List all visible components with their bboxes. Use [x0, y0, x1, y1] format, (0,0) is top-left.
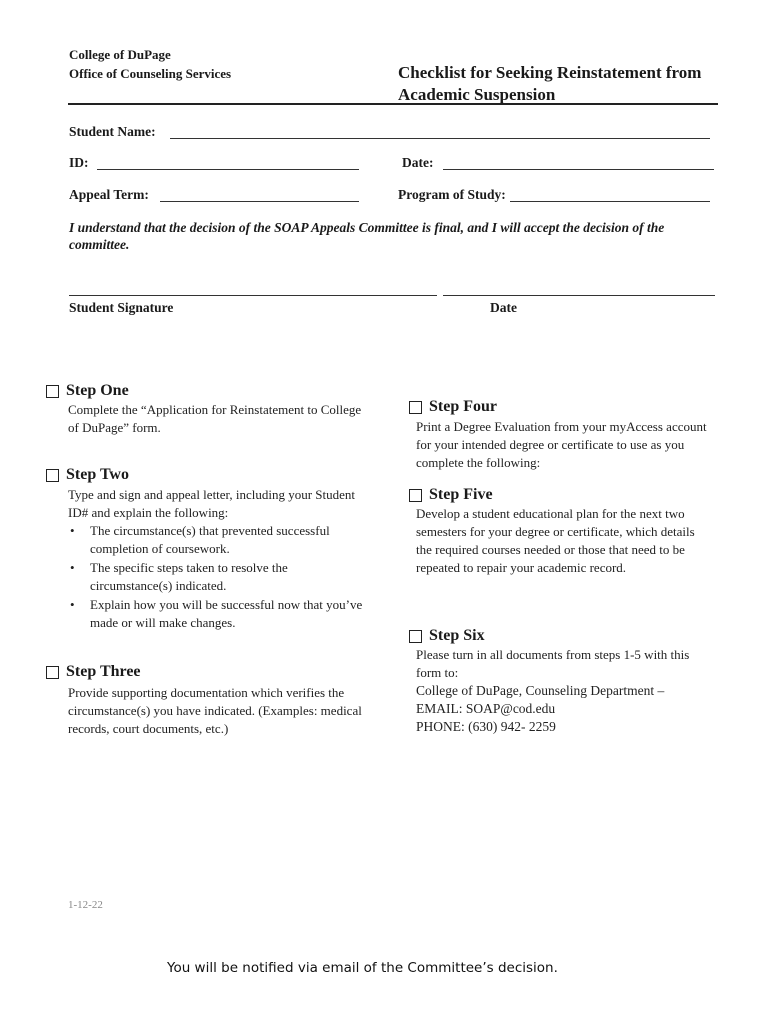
step-six-phone: PHONE: (630) 942- 2259 — [416, 719, 556, 734]
step-three-body: Provide supporting documentation which verifies the circumstance(s) you have indicated. (Examples: medical records, court documents, etc.) — [68, 685, 362, 736]
student-name-field[interactable] — [170, 138, 710, 139]
step-four-title: Step Four — [429, 398, 497, 415]
step-two-bullets — [68, 522, 368, 632]
step-six-checkbox[interactable] — [409, 630, 422, 643]
student-signature-line[interactable] — [69, 295, 437, 296]
title-line-1: Checklist for Seeking Reinstatement from — [398, 63, 702, 82]
step-two-title: Step Two — [66, 466, 129, 483]
step-one-title: Step One — [66, 382, 129, 399]
appeal-term-field[interactable] — [160, 201, 359, 202]
step-six-intro: Please turn in all documents from steps 1-5 with this form to: — [416, 647, 690, 680]
step-two-checkbox[interactable] — [46, 469, 59, 482]
header-rule — [68, 103, 718, 105]
step-three-title: Step Three — [66, 663, 141, 680]
step-five-body: Develop a student educational plan for the next two semesters for your degree or certificate, which details the required courses needed or those that need to be repeated to repair your academic record. — [416, 506, 695, 575]
step-six-content — [416, 646, 711, 736]
list-item: • The specific steps taken to resolve the circumstance(s) indicated. — [90, 559, 368, 595]
step-six-department: College of DuPage, Counseling Department – — [416, 683, 665, 698]
office-name: Office of Counseling Services — [69, 66, 232, 81]
student-signature-label: Student Signature — [69, 300, 174, 315]
signature-date-label: Date — [490, 300, 517, 315]
step-one-heading — [46, 382, 129, 400]
step-five-title: Step Five — [429, 486, 493, 503]
date-field[interactable] — [443, 169, 714, 170]
list-item: • The circumstance(s) that prevented successful completion of coursework. — [90, 522, 368, 558]
step-four-heading — [409, 398, 497, 416]
step-one-body: Complete the “Application for Reinstatement to College of DuPage” form. — [68, 402, 362, 435]
notification-notice: You will be notified via email of the Committee’s decision. — [167, 960, 558, 976]
step-two-body: Type and sign and appeal letter, including your Student ID# and explain the following: — [68, 487, 356, 520]
student-name-label: Student Name: — [69, 124, 156, 139]
step-six-email: EMAIL: SOAP@cod.edu — [416, 701, 556, 716]
step-three-checkbox[interactable] — [46, 666, 59, 679]
program-label: Program of Study: — [398, 187, 506, 202]
step-five-checkbox[interactable] — [409, 489, 422, 502]
step-two-heading — [46, 466, 129, 484]
step-two-content — [68, 486, 368, 633]
step-four-body: Print a Degree Evaluation from your myAccess account for your intended degree or certificate to use as you complete the following: — [416, 419, 707, 470]
revision-code: 1-12-22 — [68, 899, 103, 911]
title-line-2: Academic Suspension — [398, 85, 556, 104]
step-three-heading — [46, 663, 141, 681]
step-six-heading — [409, 627, 485, 645]
page-title — [398, 62, 701, 106]
step-five-heading — [409, 486, 493, 504]
list-item: • Explain how you will be successful now that you’ve made or will make changes. — [90, 596, 368, 632]
step-one-checkbox[interactable] — [46, 385, 59, 398]
id-label: ID: — [69, 155, 89, 170]
acceptance-statement: I understand that the decision of the SOAP Appeals Committee is final, and I will accept the decision of the committee. — [69, 220, 665, 252]
program-field[interactable] — [510, 201, 710, 202]
id-field[interactable] — [97, 169, 359, 170]
appeal-term-label: Appeal Term: — [69, 187, 149, 202]
step-six-title: Step Six — [429, 627, 485, 644]
date-label: Date: — [402, 155, 434, 170]
step-four-checkbox[interactable] — [409, 401, 422, 414]
college-name: College of DuPage — [69, 47, 171, 62]
signature-date-line[interactable] — [443, 295, 715, 296]
